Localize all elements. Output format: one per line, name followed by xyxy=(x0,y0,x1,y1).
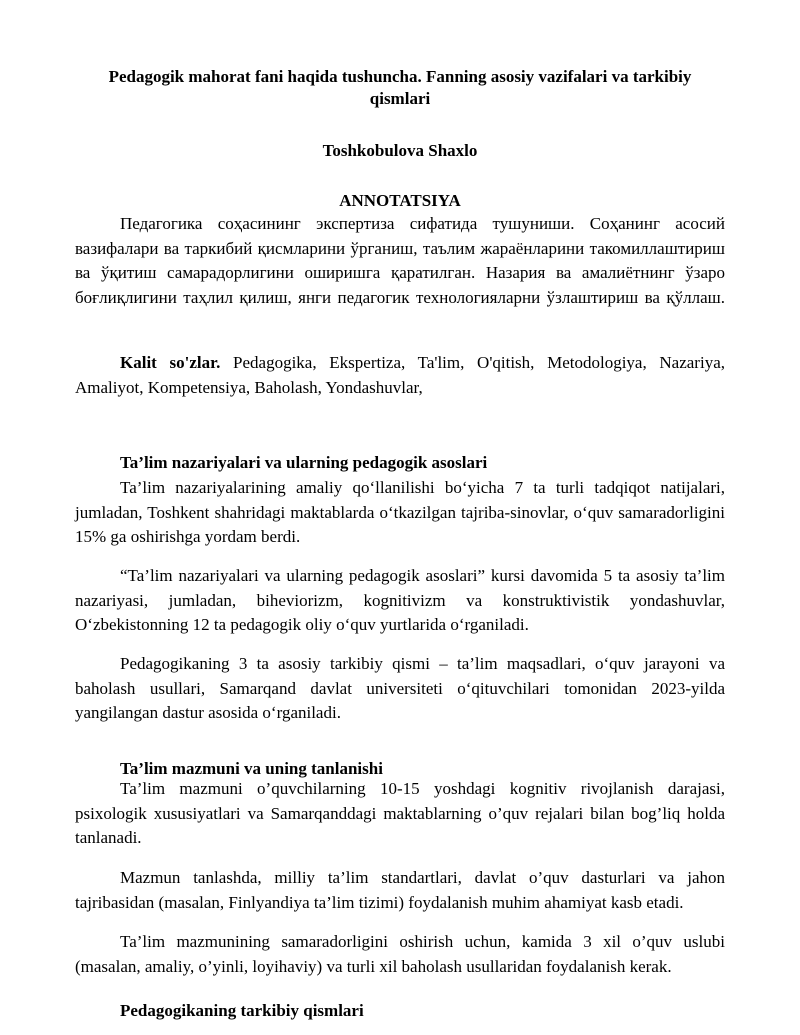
author-name: Toshkobulova Shaxlo xyxy=(322,141,478,160)
annotation-heading: ANNOTATSIYA xyxy=(339,191,461,210)
section-heading-content: Ta’lim mazmuni va uning tanlanishi xyxy=(120,759,383,778)
annotation-paragraph: Педагогика соҳасининг экспертиза сифатида тушуниши. Соҳанинг асосий вазифалари ва таркибий қисмларини ўрганиш, таълим жараёнларини такомиллаштириш ва ўқитиш самарадорлигини оширишга қаратилган. Назария ва амалиётнинг ўзаро боғлиқлигини таҳлил қилиш, янги педагогик технологияларни ўзлаштириш ва қўллаш. xyxy=(75,214,725,307)
section-heading-components: Pedagogikaning tarkibiy qismlari xyxy=(120,1001,364,1020)
keywords-label: Kalit so'zlar. xyxy=(120,353,221,372)
keywords-list: Pedagogika, Ekspertiza, Ta'lim, O'qitish, Metodologiya, Nazariya, Amaliyot, Kompetensiya, Baholash, Yondashuvlar, xyxy=(75,353,725,397)
section2-paragraph-2: Mazmun tanlashda, milliy ta’lim standartlari, davlat o’quv dasturlari va jahon tajribasidan (masalan, Finlyandiya ta’lim tizimi) foydalanish muhim ahamiyat kasb etadi. xyxy=(75,868,725,912)
section-heading-theories: Ta’lim nazariyalari va ularning pedagogik asoslari xyxy=(120,453,488,472)
section1-paragraph-3: Pedagogikaning 3 ta asosiy tarkibiy qismi – ta’lim maqsadlari, o‘quv jarayoni va baholash usullari, Samarqand davlat universiteti o‘qituvchilari tomonidan 2023-yilda yangilangan dastur asosida o‘rganiladi. xyxy=(75,654,725,722)
section2-paragraph-1: Ta’lim mazmuni o’quvchilarning 10-15 yoshdagi kognitiv rivojlanish darajasi, psixologik xususiyatlari va Samarqanddagi maktablarning o’quv rejalari bilan bog’liq holda tanlanadi. xyxy=(75,779,725,847)
section1-paragraph-1: Ta’lim nazariyalarining amaliy qo‘llanilishi bo‘yicha 7 ta turli tadqiqot natijalari, jumladan, Toshkent shahridagi maktablarda o‘tkazilgan tajriba-sinovlar, o‘quv samaradorligini 15% ga oshirishga yordam berdi. xyxy=(75,478,725,546)
section1-paragraph-2: “Ta’lim nazariyalari va ularning pedagogik asoslari” kursi davomida 5 ta asosiy ta’lim nazariyasi, jumladan, biheviorizm, kognitivizm va konstruktivistik yondashuvlar, O‘zbekistonning 12 ta pedagogik oliy o‘quv yurtlarida o‘rganiladi. xyxy=(75,566,725,634)
keywords-paragraph xyxy=(75,351,725,400)
document-title: Pedagogik mahorat fani haqida tushuncha. Fanning asosiy vazifalari va tarkibiy qismlari xyxy=(108,67,692,108)
section2-paragraph-3: Ta’lim mazmunining samaradorligini oshirish uchun, kamida 3 xil o’quv uslubi (masalan, amaliy, o’yinli, loyihaviy) va turli xil baholash usullaridan foydalanish kerak. xyxy=(75,932,725,976)
